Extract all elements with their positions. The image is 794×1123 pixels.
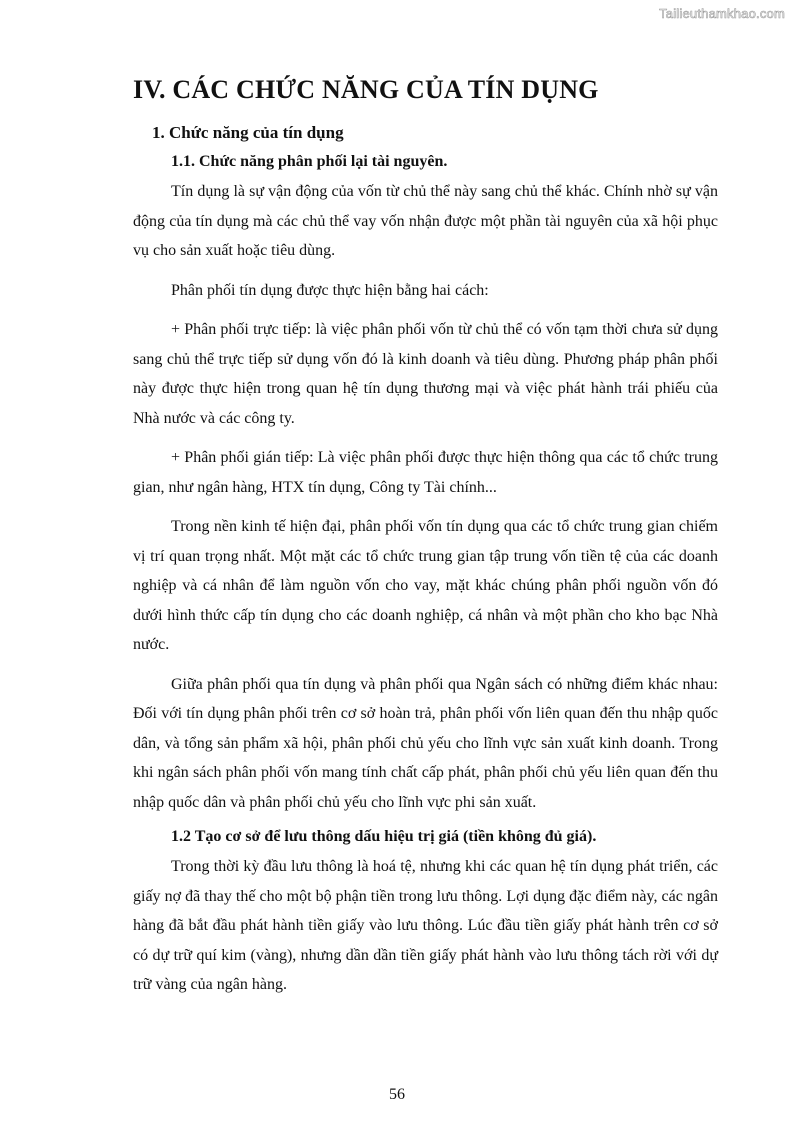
page-number: 56	[389, 1086, 405, 1103]
document-body	[133, 72, 718, 1000]
section-heading: 1. Chức năng của tín dụng	[152, 123, 344, 142]
paragraph-direct-distribution: + Phân phối trực tiếp: là việc phân phối vốn từ chủ thể có vốn tạm thời chưa sử dụng sang chủ thể trực tiếp sử dụng vốn đó là kinh doanh và tiêu dùng. Phương pháp phân phối này được thực hiện trong quan hệ tín dụng thương mại và việc phát hành trái phiếu của Nhà nước và các công ty.	[133, 321, 718, 427]
watermark-text: Tailieuthamkhao.com	[659, 6, 785, 21]
paragraph-modern-economy: Trong nền kinh tế hiện đại, phân phối vốn tín dụng qua các tổ chức trung gian chiếm vị trí quan trọng nhất. Một mặt các tổ chức trung gian tập trung vốn tiền tệ của các doanh nghiệp và cá nhân để làm nguồn vốn cho vay, mặt khác chúng phân phối nguồn vốn đó dưới hình thức cấp tín dụng cho các doanh nghiệp, cá nhân và một phần cho kho bạc Nhà nước.	[133, 518, 718, 653]
paragraph-indirect-distribution: + Phân phối gián tiếp: Là việc phân phối được thực hiện thông qua các tổ chức trung gian, như ngân hàng, HTX tín dụng, Công ty Tài chính...	[133, 449, 718, 496]
paragraph-two-methods: Phân phối tín dụng được thực hiện bằng hai cách:	[171, 281, 489, 299]
subsection-heading-1-1: 1.1. Chức năng phân phối lại tài nguyên.	[171, 153, 448, 170]
page-title: IV. CÁC CHỨC NĂNG CỦA TÍN DỤNG	[133, 75, 599, 104]
paragraph-credit-definition: Tín dụng là sự vận động của vốn từ chủ thể này sang chủ thể khác. Chính nhờ sự vận động của tín dụng mà các chủ thể vay vốn nhận được một phần tài nguyên của xã hội phục vụ cho sản xuất hoặc tiêu dùng.	[133, 183, 718, 259]
paragraph-credit-vs-budget: Giữa phân phối qua tín dụng và phân phối qua Ngân sách có những điểm khác nhau: Đối với tín dụng phân phối trên cơ sở hoàn trả, phân phối vốn liên quan đến thu nhập quốc dân, và tổng sản phẩm xã hội, phân phối chủ yếu cho lĩnh vực sản xuất kinh doanh. Trong khi ngân sách phân phối vốn mang tính chất cấp phát, phân phối chủ yếu liên quan đến thu nhập quốc dân và phân phối chủ yếu cho lĩnh vực phi sản xuất.	[133, 675, 718, 811]
paragraph-paper-money: Trong thời kỳ đầu lưu thông là hoá tệ, nhưng khi các quan hệ tín dụng phát triển, các giấy nợ đã thay thế cho một bộ phận tiền trong lưu thông. Lợi dụng đặc điểm này, các ngân hàng đã bắt đầu phát hành tiền giấy vào lưu thông. Lúc đầu tiền giấy phát hành trên cơ sở có dự trữ quí kim (vàng), nhưng dần dần tiền giấy phát hành vào lưu thông tách rời với dự trữ vàng của ngân hàng.	[133, 858, 718, 993]
subsection-heading-1-2: 1.2 Tạo cơ sở để lưu thông dấu hiệu trị giá (tiền không đủ giá).	[171, 828, 597, 845]
